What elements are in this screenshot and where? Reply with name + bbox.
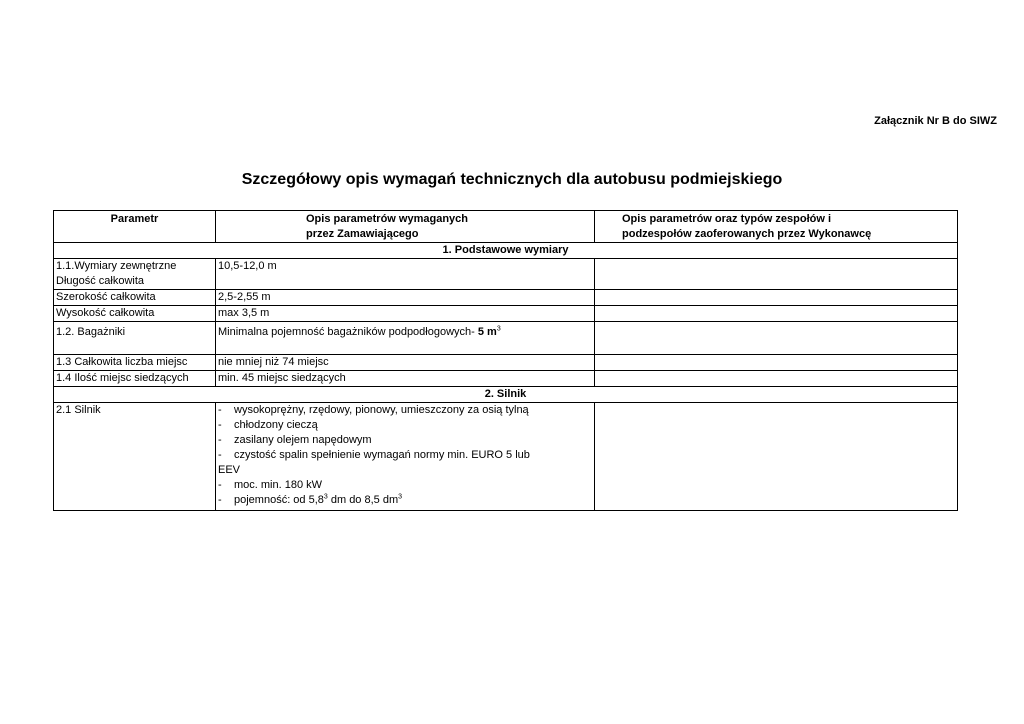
list-continuation [218,463,592,478]
requirements-table [53,210,958,511]
offer-cell [595,306,958,322]
value-cell: nie mniej niż 74 miejsc [216,355,595,371]
header-offered [595,211,958,243]
table-row [54,322,958,355]
dash-marker: - [218,419,222,431]
table-row [54,355,958,371]
list-item [218,493,592,508]
page-title: Szczegółowy opis wymagań technicznych dla autobusu podmiejskiego [241,171,783,188]
table-row [54,403,958,511]
dash-marker: - [218,494,222,506]
list-item-text: wysokoprężny, rzędowy, pionowy, umieszczony za osią tylną [234,404,529,416]
param-cell: Wysokość całkowita [54,306,216,322]
list-item-text: EEV [218,464,241,476]
section-heading: 1. Podstawowe wymiary [54,243,958,259]
param-cell [54,259,216,290]
param-line: 1.1.Wymiary zewnętrzne [56,260,177,272]
param-cell: 1.4 Ilość miejsc siedzących [54,371,216,387]
table-row [54,290,958,306]
attachment-label: Załącznik Nr B do SIWZ [874,115,997,127]
header-required [216,211,595,243]
param-line: Długość całkowita [56,275,145,287]
dash-marker: - [218,449,222,461]
list-item-text: zasilany olejem napędowym [234,434,372,446]
header-offered-line1: Opis parametrów oraz typów zespołów i [622,213,832,225]
table-row [54,371,958,387]
superscript: 3 [323,493,328,501]
value-text: Minimalna pojemność bagażników podpodłogowych- [218,326,478,338]
dash-marker: - [218,404,222,416]
value-cell: max 3,5 m [216,306,595,322]
offer-cell [595,371,958,387]
param-cell: Szerokość całkowita [54,290,216,306]
engine-spec-list [218,403,592,508]
param-cell: 1.2. Bagażniki [54,322,216,355]
list-item [218,433,592,448]
list-item-text: pojemność: od 5,8 [234,494,324,506]
param-cell: 2.1 Silnik [54,403,216,511]
dash-marker: - [218,434,222,446]
table-header-row [54,211,958,243]
section-heading: 2. Silnik [54,387,958,403]
dash-marker: - [218,479,222,491]
offer-cell [595,290,958,306]
list-item-text: moc. min. 180 kW [234,479,323,491]
header-parametr: Parametr [54,211,216,243]
header-required-line1: Opis parametrów wymaganych [306,213,468,225]
offer-cell [595,355,958,371]
table-row [54,259,958,290]
value-cell [216,322,595,355]
value-cell: min. 45 miejsc siedzących [216,371,595,387]
list-item-text: czystość spalin spełnienie wymagań normy min. EURO 5 lub [234,449,530,461]
value-cell: 10,5-12,0 m [216,259,595,290]
offer-cell [595,403,958,511]
list-item [218,418,592,433]
list-item-text: chłodzony cieczą [234,419,318,431]
value-cell [216,403,595,511]
offer-cell [595,322,958,355]
param-cell: 1.3 Całkowita liczba miejsc [54,355,216,371]
list-item [218,448,592,463]
list-item-text: dm do 8,5 dm [327,494,399,506]
value-bold: 5 m [477,326,497,338]
list-item [218,403,592,418]
table-row [54,306,958,322]
list-item [218,478,592,493]
offer-cell [595,259,958,290]
superscript: 3 [398,493,403,501]
value-superscript: 3 [496,325,501,333]
header-offered-line2: podzespołów zaoferowanych przez Wykonawcę [622,228,872,240]
value-cell: 2,5-2,55 m [216,290,595,306]
header-required-line2: przez Zamawiającego [306,228,419,240]
